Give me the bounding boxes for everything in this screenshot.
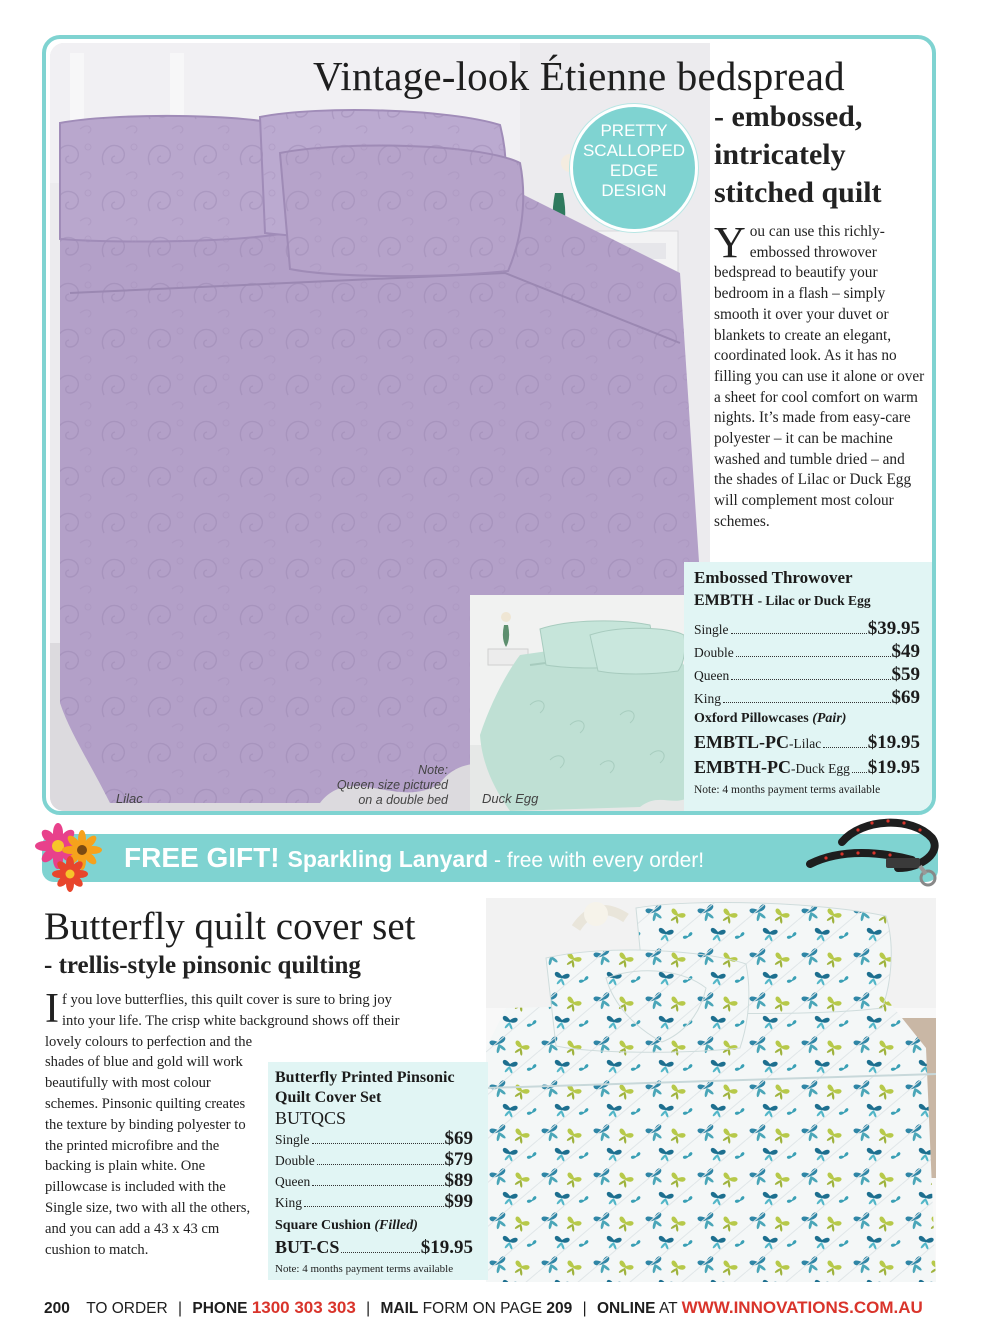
phone-label: PHONE [192,1300,248,1317]
product-code-desc: - Lilac or Duck Egg [757,593,871,608]
butterfly-quilt-photo [486,898,936,1282]
price-value: $89 [444,1170,473,1191]
pillowcase-colour: -Duck Egg [791,761,850,776]
price-value: $69 [444,1128,473,1149]
price-value: $49 [891,641,920,662]
price-value: $39.95 [867,618,920,639]
phone-number-link[interactable]: 1300 303 303 [251,1298,356,1317]
size-label: Queen [275,1174,311,1189]
bedspread-title: Vintage-look Étienne bedspread [313,53,845,99]
scalloped-edge-badge [570,104,698,232]
pillowcase-qualifier: (Pair) [812,711,847,726]
bedspread-description [714,218,926,533]
payment-note: Note: 4 months payment terms available [694,784,881,796]
price-value: $59 [891,664,920,685]
cushion-row [275,1237,473,1259]
price-value: $99 [444,1191,473,1212]
price-box-title: Embossed Throwover [694,568,853,587]
butterfly-quilt-illustration [486,898,936,1282]
price-box-title [275,1068,455,1108]
caption-note-line: Note: [418,763,448,777]
product-code: BUTQCS [275,1108,347,1128]
free-gift-item: Sparkling Lanyard [287,846,489,872]
pillowcase-code: EMBTH-PC [694,757,791,777]
lanyard-icon [802,808,952,894]
cushion-heading [275,1218,418,1234]
caption-duck-egg: Duck Egg [482,791,539,806]
price-row [275,1149,473,1171]
butterfly-body-text-narrow: shades of blue and gold will work beautifully with most colour schemes. Pinsonic quilting creates the texture by binding polyester to the printed microfibre and the backing is plain white. One pillowcase is included with the Single size, two with all the others, and you can add a 43 x 43 cm cushion to match. [45,1054,251,1258]
butterfly-title: Butterfly quilt cover set [44,905,416,948]
size-label: Queen [694,668,730,683]
price-value: $79 [444,1149,473,1170]
size-label: Double [275,1153,315,1168]
bedspread-subtitle-line: - embossed, [714,100,863,133]
bedspread-body-text: ou can use this richly-embossed throwover bedspread to beautify your bedroom in a flash – simply smooth it over your duvet or blankets to create an elegant, coordinated look. As it has no filling you can use it alone or over a sheet for cool comfort on warm nights. It’s made from easy-care polyester – it can be machine washed and tumble dried – and the shades of Lilac or Duck Egg will complement most colour schemes. [714,223,925,530]
pillowcase-row [694,757,920,779]
caption-lilac: Lilac [116,791,143,806]
pillowcase-heading [694,711,846,727]
website-link[interactable]: WWW.INNOVATIONS.COM.AU [681,1298,923,1317]
online-at: AT [658,1300,678,1317]
mail-label: MAIL [380,1300,419,1317]
mail-detail: FORM ON PAGE [422,1300,543,1317]
page-number: 200 [44,1300,70,1317]
cushion-title: Square Cushion [275,1218,371,1233]
order-footer: 200 TO ORDER | PHONE 1300 303 303 | MAIL FORM ON PAGE 209 | ONLINE AT WWW.INNOVATIONS.COM.AU [44,1298,923,1317]
size-label: Single [694,622,729,637]
duck-egg-bedspread-illustration [470,595,692,811]
duck-egg-bedspread-photo [470,595,692,811]
pillowcase-row [694,732,920,754]
product-code: EMBTH [694,592,754,609]
cushion-code: BUT-CS [275,1237,340,1257]
price-value: $19.95 [420,1237,473,1258]
caption-size-note [316,763,448,808]
payment-note: Note: 4 months payment terms available [275,1263,454,1275]
caption-note-line: on a double bed [358,793,448,807]
price-value: $19.95 [867,757,920,778]
size-label: King [275,1195,302,1210]
to-order-label: TO ORDER [86,1300,168,1317]
price-row [694,641,920,663]
price-row [694,664,920,686]
product-code-line [694,592,871,610]
pillowcase-code: EMBTL-PC [694,732,790,752]
butterfly-subtitle: - trellis-style pinsonic quilting [44,952,361,979]
price-box-title-line: Butterfly Printed Pinsonic [275,1069,455,1086]
drop-cap: I [45,986,59,1032]
price-row [275,1191,473,1213]
size-label: Single [275,1132,310,1147]
badge-line: SCALLOPED [582,141,686,160]
throwover-price-box [684,562,932,811]
badge-line: PRETTY [600,121,668,140]
bedspread-subtitle-line: stitched quilt [714,176,882,209]
price-value: $69 [891,687,920,708]
butterfly-price-box [268,1062,488,1280]
pillowcase-colour: -Lilac [789,736,822,751]
badge-line: DESIGN [601,181,667,200]
free-gift-label: FREE GIFT! [124,842,280,873]
price-row [275,1170,473,1192]
price-value: $19.95 [867,732,920,753]
bedspread-subtitle-line: intricately [714,138,846,171]
price-row [694,687,920,709]
butterfly-body-text: f you love butterflies, this quilt cover is sure to bring joy into your life. The crisp white background shows off their lovely colours to perfection and the [45,992,400,1050]
size-label: King [694,691,721,706]
price-box-title-line: Quilt Cover Set [275,1089,382,1106]
cushion-qualifier: (Filled) [374,1218,418,1233]
badge-line: EDGE [609,161,659,180]
order-form-page: 209 [546,1300,573,1317]
free-gift-detail: - free with every order! [488,849,705,872]
online-label: ONLINE [596,1300,656,1317]
flowers-icon [34,820,108,894]
price-row [694,618,920,640]
pillowcase-title: Oxford Pillowcases [694,711,809,726]
price-row [275,1128,473,1150]
free-gift-text [124,842,704,874]
size-label: Double [694,645,734,660]
drop-cap: Y [714,218,746,267]
caption-note-line: Queen size pictured [336,778,448,792]
